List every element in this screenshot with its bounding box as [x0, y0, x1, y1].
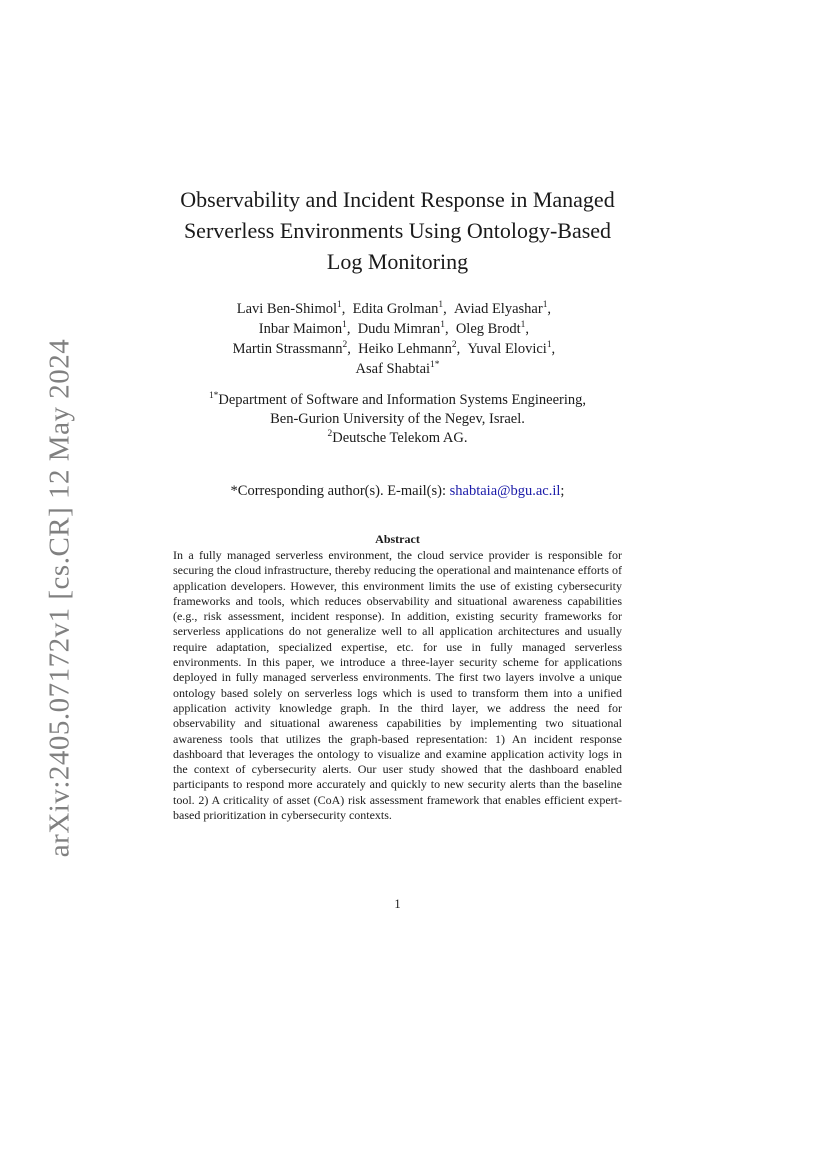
- abstract-body: In a fully managed serverless environment, the cloud service provider is responsible for securing the cloud infrastructure, thereby reducing the operational and maintenance efforts of application developers. However, this environment limits the use of existing cybersecurity frameworks and tools, which reduces observability and situational awareness capabilities (e.g., risk assessment, incident response). In addition, existing security frameworks for serverless applications do not generalize well to all application architectures and usually require adaptation, specialized expertise, etc. for use in fully managed serverless environments. In this paper, we introduce a three-layer security scheme for applications deployed in fully managed serverless environments. The first two layers involve a unique ontology based solely on serverless logs which is used to transform them into a unified application activity knowledge graph. In the third layer, we address the need for observability and situational awareness capabilities by implementing two situational awareness tools that utilizes the graph-based representation: 1) An incident response dashboard that leverages the ontology to visualize and examine application activity logs in the context of cybersecurity alerts. Our user study showed that the dashboard enabled participants to respond more accurately and quickly to new security alerts than the baseline tool. 2) A criticality of asset (CoA) risk assessment framework that enables efficient expert-based prioritization in cybersecurity contexts.: [173, 548, 622, 823]
- paper-title: [160, 184, 635, 277]
- author-name: Oleg Brodt: [455, 321, 521, 337]
- affiliation-2: $^2$Deutsche Telekom AG.: [327, 429, 468, 446]
- author-name: Dudu Mimran: [357, 321, 441, 337]
- author-name: Martin Strassmann: [232, 341, 343, 357]
- author-affiliation-marker: 2: [451, 340, 457, 351]
- author-name: Asaf Shabtai: [355, 361, 431, 377]
- author-affiliation-marker: 1: [440, 320, 445, 331]
- author-affiliation-marker: 1: [542, 300, 548, 311]
- affiliation-1-line-1: $^{1*}$Department of Software and Information Systems Engineering,: [208, 391, 587, 408]
- author-name: Aviad Elyashar: [453, 301, 543, 317]
- author-name: Lavi Ben-Shimol: [236, 301, 338, 317]
- author-line: Inbar Maimon$^1$, Dudu Mimran$^1$, Oleg Brodt$^1$,: [258, 320, 537, 337]
- author-line: [160, 359, 635, 379]
- affiliation-1-line-2: Ben-Gurion University of the Negev, Israel.: [270, 411, 525, 427]
- corresponding-prefix: *Corresponding author(s). E-mail(s):: [230, 483, 450, 499]
- author-affiliation-marker: 1: [342, 320, 347, 331]
- title-line: Observability and Incident Response in Managed: [180, 187, 615, 212]
- author-line: Lavi Ben-Shimol$^1$, Edita Grolman$^1$, Aviad Elyashar$^1$,: [236, 300, 559, 317]
- abstract-heading: Abstract: [375, 532, 420, 546]
- author-line: Martin Strassmann$^2$, Heiko Lehmann$^2$, Yuval Elovici$^1$,: [232, 340, 563, 357]
- corresponding-author: [160, 481, 635, 501]
- title-line: Log Monitoring: [326, 249, 469, 274]
- author-affiliation-marker: 1: [337, 300, 342, 311]
- email-link[interactable]: shabtaia@bgu.ac.il: [449, 483, 561, 499]
- author-name: Yuval Elovici: [467, 341, 547, 357]
- author-affiliation-marker: 1: [546, 340, 552, 351]
- page-number: 1: [394, 897, 401, 911]
- affiliation-marker: 2: [327, 429, 333, 440]
- title-line: Serverless Environments Using Ontology-Based: [183, 218, 612, 243]
- author-affiliation-marker: 1: [438, 300, 444, 311]
- affiliation-marker: 1*: [208, 391, 219, 402]
- author-list: [160, 299, 635, 379]
- author-name: Inbar Maimon: [258, 321, 343, 337]
- author-name: Edita Grolman: [352, 301, 439, 317]
- author-affiliation-marker: 1: [520, 320, 526, 331]
- arxiv-identifier-stamp: arXiv:2405.07172v1 [cs.CR] 12 May 2024: [43, 338, 76, 858]
- corresponding-suffix: ;: [560, 483, 565, 499]
- author-affiliation-marker: 2: [342, 340, 348, 351]
- author-name: Heiko Lehmann: [358, 341, 452, 357]
- author-affiliation-marker: 1*: [430, 360, 440, 371]
- affiliations: [160, 391, 635, 448]
